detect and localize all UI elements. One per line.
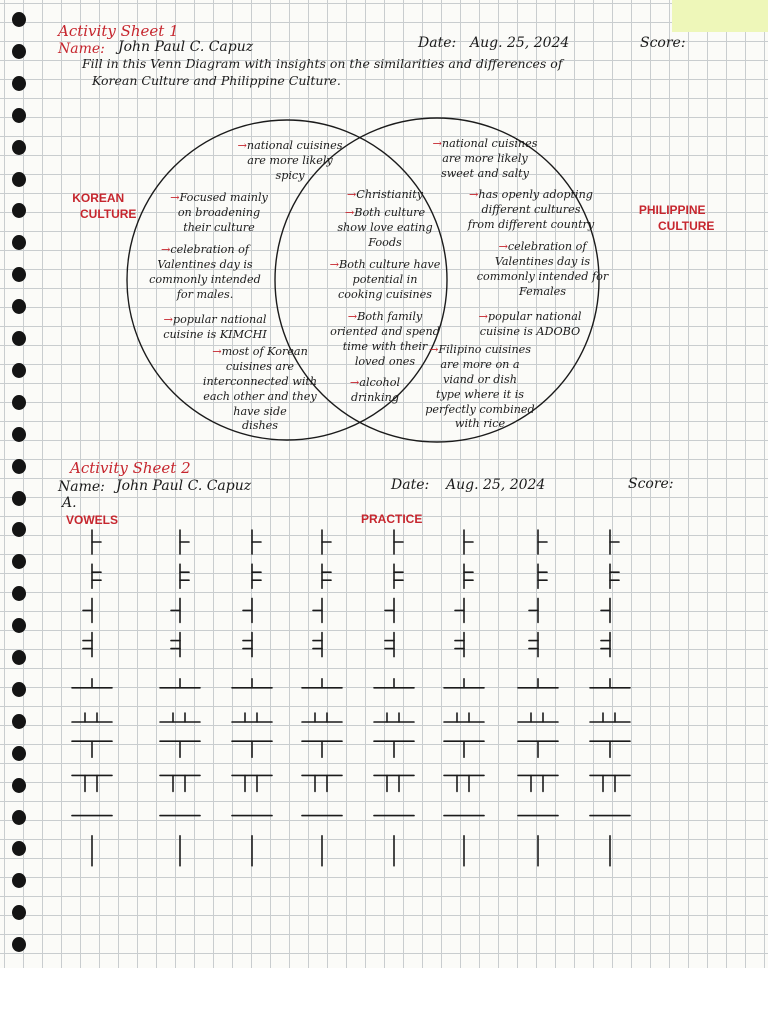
arrow-icon: → <box>212 345 222 358</box>
venn-center-item <box>305 188 465 203</box>
vowel-glyph <box>313 598 322 622</box>
binder-hole <box>12 363 26 378</box>
arrow-icon: → <box>160 243 171 256</box>
vowel-glyph <box>72 741 112 757</box>
name-label-1: Name: <box>58 41 105 57</box>
vowel-glyph <box>444 679 484 688</box>
binder-hole <box>12 108 26 123</box>
venn-left-text: celebration of Valentines day is commonly intended for males. <box>149 243 261 301</box>
vowel-glyph <box>529 633 538 657</box>
vowel-glyph <box>302 775 342 791</box>
vowel-glyph <box>322 530 331 554</box>
binder-hole <box>12 491 26 506</box>
venn-left-item <box>200 139 380 184</box>
vowel-glyph <box>518 741 558 757</box>
arrow-icon: → <box>344 206 355 219</box>
venn-center-item <box>305 206 465 251</box>
vowels-label: VOWELS <box>66 513 119 527</box>
vowel-glyph <box>252 564 261 588</box>
sticky-note <box>672 0 768 32</box>
vowel-glyph <box>590 741 630 757</box>
vowel-glyph <box>180 530 189 554</box>
binder-hole <box>12 299 26 314</box>
date-value-2: Aug. 25, 2024 <box>446 477 546 493</box>
arrow-icon: → <box>346 188 357 201</box>
binder-hole <box>12 905 26 920</box>
vowel-glyph <box>232 679 272 688</box>
venn-right-text: celebration of Valentines day is commonly intended for Females <box>476 240 609 298</box>
vowel-glyph <box>83 598 92 622</box>
venn-left-text: national cuisines are more likely spicy <box>246 139 343 182</box>
vowel-glyph <box>252 530 261 554</box>
binder-hole <box>12 235 26 250</box>
venn-right-text: popular national cuisine is ADOBO <box>479 310 582 338</box>
venn-left-item <box>130 243 280 303</box>
venn-right-text: national cuisines are more likely sweet and salty <box>440 137 538 180</box>
korean-label-line2: CULTURE <box>80 207 137 222</box>
vowel-glyph <box>243 633 252 657</box>
vowel-glyph <box>464 530 473 554</box>
page-bottom-margin <box>0 968 768 1024</box>
binder-hole <box>12 172 26 187</box>
vowel-glyph <box>444 775 484 791</box>
venn-right-item <box>455 310 605 340</box>
venn-right-text: Filipino cuisines are more on a viand or dish type where it is perfectly combined with rice <box>425 343 535 431</box>
venn-right-item <box>400 137 570 182</box>
arrow-icon: → <box>478 310 488 323</box>
instruction-line-1: Fill in this Venn Diagram with insights on the similarities and differences of <box>82 56 563 71</box>
vowel-glyph <box>313 633 322 657</box>
vowel-glyph <box>72 679 112 688</box>
vowel-glyph <box>464 564 473 588</box>
vowel-glyph <box>232 741 272 757</box>
vowel-glyph <box>601 633 610 657</box>
venn-right-text: has openly adopting different cultures from different country <box>467 188 595 231</box>
vowel-glyph <box>385 633 394 657</box>
activity-sheet-2-heading: Activity Sheet 2 <box>70 459 191 477</box>
vowel-glyph <box>529 598 538 622</box>
binder-hole <box>12 44 26 59</box>
vowel-glyph <box>590 679 630 688</box>
vowel-glyph <box>232 713 272 722</box>
venn-left-text: most of Korean cuisines are interconnected with each other and they have side dishes <box>202 345 318 433</box>
korean-label-line1: KOREAN <box>72 191 125 205</box>
instruction-line-2: Korean Culture and Philippine Culture. <box>92 73 341 88</box>
vowel-glyph <box>72 775 112 791</box>
vowel-glyph <box>374 775 414 791</box>
binder-hole <box>12 395 26 410</box>
vowel-glyph <box>455 598 464 622</box>
vowel-glyph <box>243 598 252 622</box>
binder-hole <box>12 267 26 282</box>
binder-hole <box>12 12 26 27</box>
vowel-glyph <box>302 679 342 688</box>
arrow-icon: → <box>347 310 358 323</box>
vowel-glyph <box>601 598 610 622</box>
venn-center-item <box>305 258 465 303</box>
philippine-label-line2: CULTURE <box>658 219 715 234</box>
vowel-glyph <box>385 598 394 622</box>
binder-hole <box>12 76 26 91</box>
vowel-glyph <box>322 564 331 588</box>
arrow-icon: → <box>498 240 508 253</box>
venn-left-text: Focused mainly on broadening their culture <box>177 191 268 234</box>
venn-right-item <box>446 188 616 233</box>
arrow-icon: → <box>428 343 439 356</box>
philippine-label-line1: PHILIPPINE <box>638 203 706 217</box>
binder-hole <box>12 203 26 218</box>
name-value-2: John Paul C. Capuz <box>116 478 252 494</box>
vowel-glyph <box>92 564 101 588</box>
vowel-glyph <box>538 530 547 554</box>
name-label-2: Name: <box>58 479 105 495</box>
vowel-glyph <box>394 530 403 554</box>
vowel-glyph <box>302 741 342 757</box>
venn-center-text: Both family oriented and spend time with their loved ones <box>330 310 440 368</box>
vowel-glyph <box>160 741 200 757</box>
venn-center-text: alcohol drinking <box>350 376 401 404</box>
vowel-glyph <box>171 633 180 657</box>
venn-center-text: Both culture have potential in cooking cuisines <box>338 258 441 301</box>
vowel-glyph <box>92 530 101 554</box>
vowel-glyph <box>232 775 272 791</box>
arrow-icon: → <box>469 188 479 201</box>
vowel-glyph <box>374 679 414 688</box>
vowel-glyph <box>160 679 200 688</box>
vowel-glyph <box>590 713 630 722</box>
vowel-glyph <box>455 633 464 657</box>
vowel-glyph <box>518 713 558 722</box>
vowel-glyph <box>83 633 92 657</box>
binder-hole <box>12 331 26 346</box>
venn-center-text: Christianity <box>356 188 424 201</box>
vowel-glyph <box>72 713 112 722</box>
vowel-glyph <box>160 775 200 791</box>
section-letter: A. <box>62 495 77 511</box>
arrow-icon: → <box>170 191 180 204</box>
binder-hole <box>12 427 26 442</box>
vowel-glyph <box>610 530 619 554</box>
venn-left-item <box>144 191 294 236</box>
vowel-glyph <box>610 564 619 588</box>
vowel-glyph <box>590 775 630 791</box>
venn-center-text: Both culture show love eating Foods <box>337 206 433 249</box>
vowel-glyph <box>444 741 484 757</box>
score-label-2: Score: <box>628 476 674 492</box>
date-label-2: Date: <box>391 477 430 493</box>
name-value-1: John Paul C. Capuz <box>118 39 254 55</box>
venn-left-item <box>140 313 290 343</box>
venn-right-item <box>455 240 630 300</box>
vowel-glyph <box>180 564 189 588</box>
vowel-glyph <box>374 741 414 757</box>
binder-hole <box>12 873 26 888</box>
vowel-glyph <box>302 713 342 722</box>
vowel-glyph <box>374 713 414 722</box>
arrow-icon: → <box>163 313 173 326</box>
venn-left-text: popular national cuisine is KIMCHI <box>163 313 267 341</box>
arrow-icon: → <box>237 139 247 152</box>
vowel-glyph <box>538 564 547 588</box>
binder-hole <box>12 140 26 155</box>
vowel-glyph <box>518 775 558 791</box>
date-label-1: Date: <box>418 35 457 51</box>
binder-hole <box>12 937 26 952</box>
vowel-glyph <box>444 713 484 722</box>
vowel-glyph <box>394 564 403 588</box>
arrow-icon: → <box>432 137 442 150</box>
venn-right-item <box>400 343 560 432</box>
vowel-practice-grid <box>0 520 768 870</box>
vowel-glyph <box>518 679 558 688</box>
practice-label: PRACTICE <box>361 512 423 526</box>
korean-culture-label <box>60 190 136 222</box>
vowel-glyph <box>171 598 180 622</box>
activity-sheet-1-heading: Activity Sheet 1 <box>58 22 179 40</box>
philippine-culture-label <box>630 202 714 234</box>
arrow-icon: → <box>349 376 360 389</box>
date-value-1: Aug. 25, 2024 <box>470 35 570 51</box>
binder-hole <box>12 459 26 474</box>
arrow-icon: → <box>329 258 340 271</box>
vowel-glyph <box>160 713 200 722</box>
score-label-1: Score: <box>640 35 686 51</box>
